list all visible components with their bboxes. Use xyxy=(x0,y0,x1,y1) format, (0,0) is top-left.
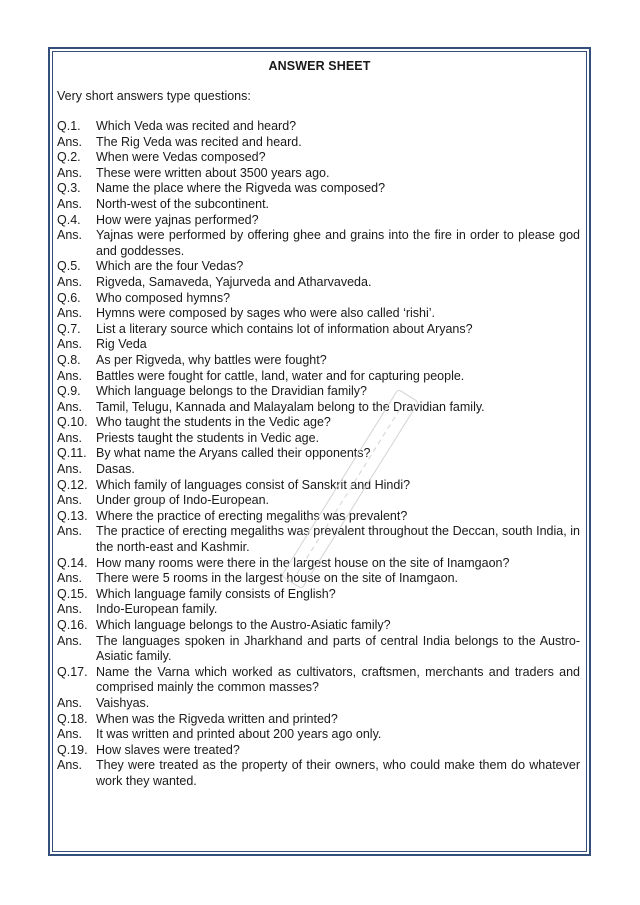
question-line xyxy=(57,446,580,462)
answer-line xyxy=(57,306,580,322)
answer-label: Ans. xyxy=(57,758,83,773)
answer-text: Yajnas were performed by offering ghee and grains into the fire in order to please god and goddesses. xyxy=(96,228,580,258)
question-line xyxy=(57,712,580,728)
answer-text: There were 5 rooms in the largest house on the site of Inamgaon. xyxy=(96,571,459,586)
question-text: Who taught the students in the Vedic age? xyxy=(96,415,331,430)
answer-text: Indo-European family. xyxy=(96,602,218,617)
question-number: Q.16. xyxy=(57,618,88,632)
question-text: Where the practice of erecting megaliths was prevalent? xyxy=(96,508,408,523)
question-text: Which family of languages consist of Sanskrit and Hindi? xyxy=(96,477,411,492)
answer-label: Ans. xyxy=(57,571,83,586)
question-line xyxy=(57,587,580,603)
question-line xyxy=(57,384,580,400)
question-line xyxy=(57,509,580,525)
question-text: By what name the Aryans called their opponents? xyxy=(96,446,371,461)
answer-text: North-west of the subcontinent. xyxy=(96,196,270,211)
answer-text: Under group of Indo-European. xyxy=(96,493,270,508)
answer-line xyxy=(57,493,580,509)
answer-label: Ans. xyxy=(57,196,83,211)
answer-text: The practice of erecting megaliths was prevalent throughout the Deccan, south India, in the north-east and Kashmir. xyxy=(96,524,580,555)
question-text: When were Vedas composed? xyxy=(96,150,266,165)
answer-line xyxy=(57,275,580,291)
question-text: Which language belongs to the Dravidian family? xyxy=(96,384,367,399)
question-number: Q.13. xyxy=(57,508,88,523)
answer-line xyxy=(57,369,580,385)
answer-line xyxy=(57,602,580,618)
question-number: Q.14. xyxy=(57,555,88,570)
answer-line xyxy=(57,431,580,447)
sheet-title: ANSWER SHEET xyxy=(268,59,371,73)
page-border xyxy=(48,47,591,856)
question-text: How slaves were treated? xyxy=(96,742,240,757)
question-text: How were yajnas performed? xyxy=(96,212,259,227)
answer-label: Ans. xyxy=(57,368,83,383)
question-number: Q.8. xyxy=(57,352,81,367)
answer-line xyxy=(57,135,580,151)
answer-line xyxy=(57,228,580,259)
answer-text: The languages spoken in Jharkhand and parts of central India belongs to the Austro-Asiatic family. xyxy=(96,633,580,664)
question-number: Q.1. xyxy=(57,119,81,133)
answer-label: Ans. xyxy=(57,337,83,352)
question-text: Who composed hymns? xyxy=(96,290,231,305)
question-line xyxy=(57,743,580,759)
question-line xyxy=(57,291,580,307)
answer-text: These were written about 3500 years ago. xyxy=(96,165,330,180)
question-text: Which language family consists of English? xyxy=(96,586,336,601)
question-text: Which Veda was recited and heard? xyxy=(96,119,297,133)
qa-list xyxy=(57,119,580,790)
question-text: When was the Rigveda written and printed? xyxy=(96,711,338,726)
question-line xyxy=(57,556,580,572)
answer-label: Ans. xyxy=(57,430,83,445)
answer-label: Ans. xyxy=(57,134,83,149)
answer-label: Ans. xyxy=(57,633,83,648)
question-text: Name the Varna which worked as cultivators, craftsmen, merchants and traders and comprised mainly the common masses? xyxy=(96,664,580,695)
question-text: How many rooms were there in the largest house on the site of Inamgaon? xyxy=(96,555,510,570)
answer-label: Ans. xyxy=(57,165,83,180)
answer-line xyxy=(57,337,580,353)
question-line xyxy=(57,213,580,229)
answer-text: Tamil, Telugu, Kannada and Malayalam belong to the Dravidian family. xyxy=(96,399,485,414)
answer-text: Rigveda, Samaveda, Yajurveda and Atharvaveda. xyxy=(96,274,372,289)
question-number: Q.7. xyxy=(57,321,81,336)
section-heading: Very short answers type questions: xyxy=(57,89,251,103)
question-line xyxy=(57,618,580,634)
question-text: As per Rigveda, why battles were fought? xyxy=(96,352,327,367)
answer-line xyxy=(57,758,580,789)
answer-line xyxy=(57,462,580,478)
question-number: Q.17. xyxy=(57,664,88,679)
question-number: Q.19. xyxy=(57,742,88,757)
answer-line xyxy=(57,634,580,665)
answer-text: Rig Veda xyxy=(96,337,147,352)
question-text: Which are the four Vedas? xyxy=(96,259,244,274)
answer-label: Ans. xyxy=(57,462,83,477)
answer-label: Ans. xyxy=(57,306,83,321)
question-number: Q.4. xyxy=(57,212,81,227)
answer-label: Ans. xyxy=(57,695,83,710)
answer-label: Ans. xyxy=(57,727,83,742)
answer-text: Battles were fought for cattle, land, water and for capturing people. xyxy=(96,368,465,383)
answer-label: Ans. xyxy=(57,602,83,617)
answer-text: It was written and printed about 200 years ago only. xyxy=(96,727,382,742)
question-number: Q.12. xyxy=(57,477,88,492)
answer-line xyxy=(57,696,580,712)
question-number: Q.2. xyxy=(57,150,81,165)
question-text: Which language belongs to the Austro-Asiatic family? xyxy=(96,618,391,632)
question-line xyxy=(57,259,580,275)
answer-label: Ans. xyxy=(57,524,83,539)
answer-text: Priests taught the students in Vedic age. xyxy=(96,430,320,445)
question-number: Q.3. xyxy=(57,181,81,196)
question-number: Q.9. xyxy=(57,384,81,399)
answer-line xyxy=(57,166,580,182)
answer-line xyxy=(57,571,580,587)
answer-line xyxy=(57,197,580,213)
answer-line xyxy=(57,524,580,555)
question-text: List a literary source which contains lot of information about Aryans? xyxy=(96,321,473,336)
answer-text: Vaishyas. xyxy=(96,695,150,710)
question-line xyxy=(57,415,580,431)
question-number: Q.15. xyxy=(57,586,88,601)
answer-line xyxy=(57,400,580,416)
question-line xyxy=(57,322,580,338)
answer-text: Dasas. xyxy=(96,462,135,477)
answer-label: Ans. xyxy=(57,493,83,508)
question-text: Name the place where the Rigveda was composed? xyxy=(96,181,386,196)
question-line xyxy=(57,665,580,696)
answer-label: Ans. xyxy=(57,399,83,414)
question-line xyxy=(57,119,580,135)
question-line xyxy=(57,181,580,197)
question-line xyxy=(57,478,580,494)
question-number: Q.11. xyxy=(57,446,87,461)
answer-label: Ans. xyxy=(57,274,83,289)
answer-text: They were treated as the property of their owners, who could make them do whatever work they wanted. xyxy=(96,758,580,788)
question-line xyxy=(57,353,580,369)
answer-label: Ans. xyxy=(57,228,83,243)
question-number: Q.6. xyxy=(57,290,81,305)
question-line xyxy=(57,150,580,166)
question-number: Q.5. xyxy=(57,259,81,274)
question-number: Q.18. xyxy=(57,711,88,726)
answer-text: Hymns were composed by sages who were also called ‘rishi’. xyxy=(96,306,436,321)
answer-text: The Rig Veda was recited and heard. xyxy=(96,134,302,149)
question-number: Q.10. xyxy=(57,415,88,430)
answer-line xyxy=(57,727,580,743)
